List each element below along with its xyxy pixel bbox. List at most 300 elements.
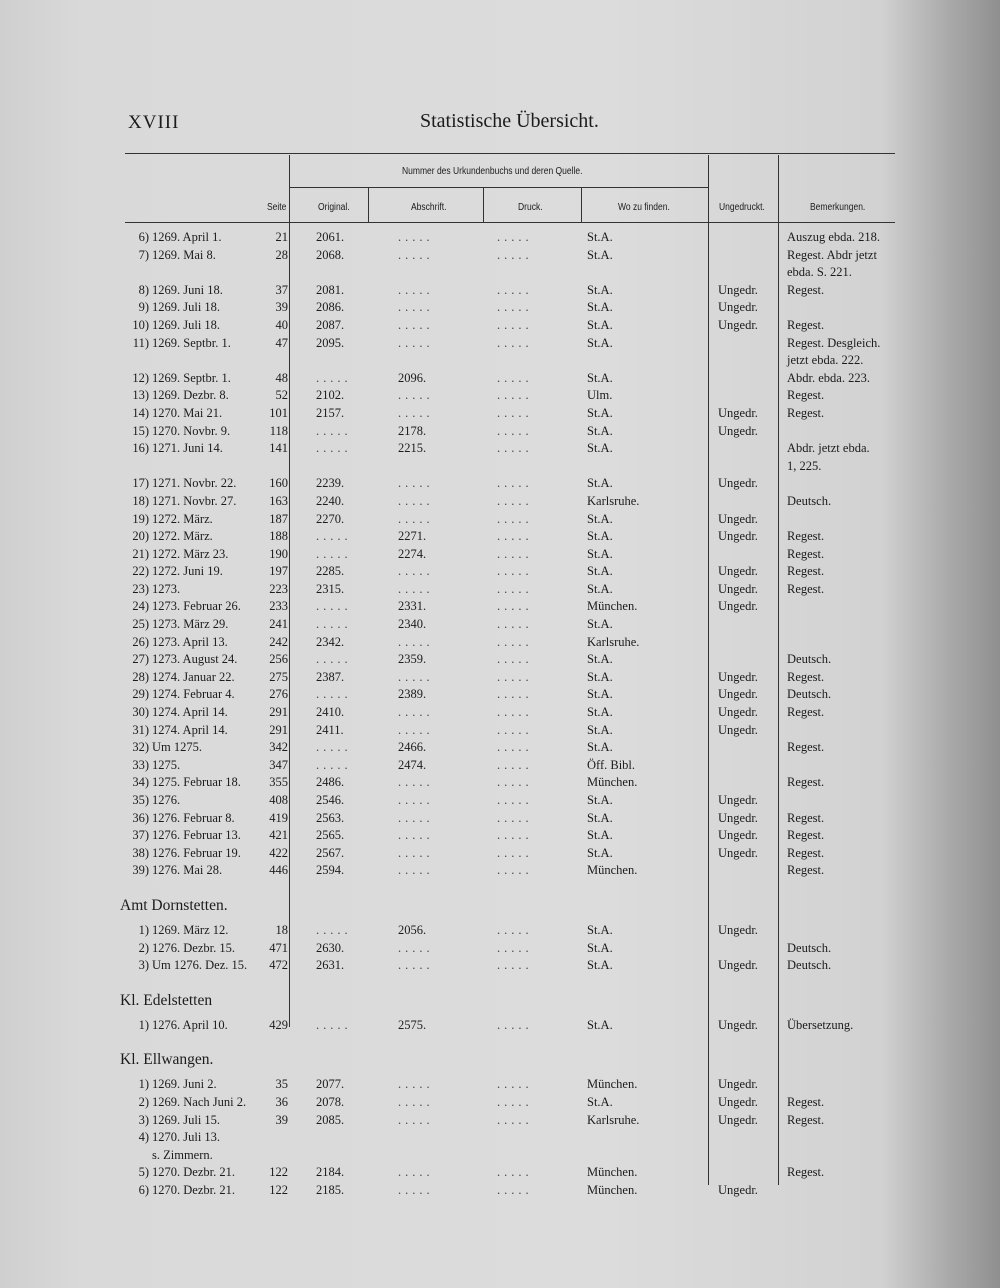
section-title-edelstetten: Kl. Edelstetten (120, 991, 213, 1009)
entry-abschrift: ..... (398, 405, 434, 420)
table-body (0, 228, 1000, 1199)
entry-date: 1269. März 12. (152, 922, 229, 937)
entry-number: 30) (132, 705, 149, 720)
entry-location: St.A. (587, 423, 613, 438)
entry-page: 36 (275, 1094, 288, 1109)
entry-druck: ..... (497, 300, 533, 315)
entry-location: St.A. (587, 581, 613, 596)
entry-druck: ..... (497, 669, 533, 684)
entry-bemerkung: Regest. (787, 1094, 825, 1109)
entry-page: 241 (269, 617, 288, 632)
entry-number: 13) (132, 388, 149, 403)
entry-number: 18) (132, 493, 149, 508)
entry-date: 1270. Dezbr. 21. (152, 1165, 235, 1180)
table-row (0, 939, 1000, 957)
entry-ungedruckt: Ungedr. (718, 564, 758, 579)
entry-location: St.A. (587, 441, 613, 456)
entry-druck: ..... (497, 793, 533, 807)
entry-druck: ..... (497, 1094, 533, 1109)
entry-original: 2157. (316, 405, 345, 420)
section-dornstetten (0, 921, 1000, 974)
table-row (0, 1075, 1000, 1093)
entry-number: 7) (138, 247, 149, 262)
entry-location: München. (587, 863, 638, 878)
entry-abschrift: 2340. (398, 617, 427, 632)
entry-date: 1275. Februar 18. (152, 775, 241, 790)
entry-location: St.A. (587, 669, 613, 684)
entry-abschrift: ..... (398, 940, 434, 955)
entry-date: 1269. Juli 18. (152, 317, 221, 332)
entry-druck: ..... (497, 1165, 533, 1180)
entry-bemerkung: Regest. Desgleich. (787, 335, 881, 350)
table-row (0, 668, 1000, 686)
entry-bemerkung: 1, 225. (787, 458, 822, 473)
table-row (0, 386, 1000, 404)
entry-bemerkung: Regest. (787, 405, 825, 420)
entry-number: 32) (132, 740, 149, 755)
entry-abschrift: ..... (398, 247, 434, 262)
table-row (0, 826, 1000, 844)
entry-abschrift: ..... (398, 282, 434, 297)
entry-ungedruckt: Ungedr. (718, 300, 758, 315)
entry-original: ..... (316, 652, 352, 667)
entry-ungedruckt: Ungedr. (718, 793, 758, 807)
entry-location: Karlsruhe. (587, 1112, 640, 1127)
table-row (0, 334, 1000, 352)
table-row (0, 1146, 1000, 1164)
entry-location: St.A. (587, 1094, 613, 1109)
entry-original: ..... (316, 546, 352, 561)
entry-original: 2185. (316, 1182, 345, 1197)
entry-number: 3) (138, 958, 149, 973)
entry-date: 1274. Februar 4. (152, 687, 235, 702)
entry-page: 242 (269, 634, 288, 649)
entry-ungedruckt: Ungedr. (718, 511, 758, 526)
table-row (0, 633, 1000, 651)
entry-number: 15) (132, 423, 149, 438)
entry-ungedruckt: Ungedr. (718, 705, 758, 720)
entry-location: St.A. (587, 958, 613, 973)
entry-number: 26) (132, 634, 149, 649)
entry-location: St.A. (587, 564, 613, 579)
entry-bemerkung: Regest. (787, 705, 825, 720)
entry-ungedruckt: Ungedr. (718, 828, 758, 843)
entry-date: 1274. April 14. (152, 722, 228, 737)
table-row (0, 1128, 1000, 1146)
entry-bemerkung: Auszug ebda. 218. (787, 230, 881, 244)
entry-abschrift: ..... (398, 493, 434, 508)
entry-original: 2095. (316, 335, 345, 350)
entry-location: St.A. (587, 740, 613, 755)
entry-date: 1271. Juni 14. (152, 441, 223, 456)
table-row (0, 1163, 1000, 1181)
entry-abschrift: ..... (398, 1077, 434, 1092)
entry-ungedruckt: Ungedr. (718, 722, 758, 737)
entry-page: 141 (269, 441, 288, 456)
table-row (0, 510, 1000, 528)
entry-original: 2410. (316, 705, 345, 720)
entry-abschrift: ..... (398, 230, 434, 244)
entry-original: ..... (316, 757, 352, 772)
entry-bemerkung: Regest. (787, 740, 825, 755)
entry-original: 2546. (316, 793, 345, 807)
entry-druck: ..... (497, 317, 533, 332)
entry-original: 2239. (316, 476, 345, 491)
entry-ungedruckt: Ungedr. (718, 282, 758, 297)
entry-number: 34) (132, 775, 149, 790)
entry-original: ..... (316, 529, 352, 544)
entry-original: 2085. (316, 1112, 345, 1127)
entry-abschrift: ..... (398, 669, 434, 684)
entry-ungedruckt: Ungedr. (718, 1112, 758, 1127)
entry-original: 2631. (316, 958, 345, 973)
entry-druck: ..... (497, 652, 533, 667)
entry-page: 422 (269, 845, 288, 860)
entry-original: 2387. (316, 669, 345, 684)
entry-page: 419 (269, 810, 288, 825)
entry-page: 429 (269, 1017, 288, 1032)
entry-druck: ..... (497, 1182, 533, 1197)
section-main (0, 228, 1000, 879)
entry-number: 6) (138, 230, 149, 244)
header-bottom-rule (125, 222, 895, 223)
table-row (0, 1181, 1000, 1199)
entry-original: 2563. (316, 810, 345, 825)
entry-ungedruckt: Ungedr. (718, 529, 758, 544)
entry-druck: ..... (497, 1017, 533, 1032)
entry-location: St.A. (587, 247, 613, 262)
abschrift-rule (483, 188, 484, 222)
entry-page: 187 (269, 511, 288, 526)
entry-date: 1269. April 1. (152, 230, 222, 244)
entry-abschrift: 2359. (398, 652, 427, 667)
entry-druck: ..... (497, 599, 533, 614)
entry-date: 1270. Novbr. 9. (152, 423, 231, 438)
entry-abschrift: ..... (398, 1182, 434, 1197)
entry-number: 2) (138, 1094, 149, 1109)
entry-page: 291 (269, 722, 288, 737)
group-header: Nummer des Urkundenbuchs und deren Quelle. (402, 166, 583, 177)
entry-original: ..... (316, 922, 352, 937)
entry-number: 5) (138, 1165, 149, 1180)
entry-page: 122 (269, 1182, 288, 1197)
entry-abschrift: ..... (398, 511, 434, 526)
entry-location: St.A. (587, 687, 613, 702)
entry-bemerkung: Deutsch. (787, 687, 832, 702)
entry-druck: ..... (497, 493, 533, 508)
abschrift-header: Abschrift. (411, 202, 447, 213)
entry-location: St.A. (587, 529, 613, 544)
entry-date: Um 1276. Dez. 15. (152, 958, 248, 973)
table-row (0, 773, 1000, 791)
table-row (0, 545, 1000, 563)
entry-abschrift: ..... (398, 564, 434, 579)
entry-bemerkung: Regest. (787, 775, 825, 790)
entry-druck: ..... (497, 441, 533, 456)
entry-location: Ulm. (587, 388, 613, 403)
entry-date: 1273. März 29. (152, 617, 229, 632)
entry-date: 1272. März. (152, 511, 213, 526)
entry-location: St.A. (587, 335, 613, 350)
entry-page: 21 (275, 230, 288, 244)
entry-abschrift: ..... (398, 1094, 434, 1109)
entry-number: 35) (132, 793, 149, 807)
page-title: Statistische Übersicht. (420, 110, 599, 132)
entry-bemerkung: Abdr. jetzt ebda. (787, 441, 870, 456)
table-row (0, 1111, 1000, 1129)
entry-page: 471 (269, 940, 288, 955)
table-row (0, 861, 1000, 879)
entry-date: 1269. Nach Juni 2. (152, 1094, 247, 1109)
table-row (0, 844, 1000, 862)
entry-abschrift: ..... (398, 317, 434, 332)
table-row (0, 1016, 1000, 1034)
section-title-ellwangen: Kl. Ellwangen. (120, 1051, 214, 1069)
entry-number: 9) (138, 300, 149, 315)
entry-abschrift: 2096. (398, 370, 427, 385)
entry-number: 3) (138, 1112, 149, 1127)
entry-ungedruckt: Ungedr. (718, 581, 758, 596)
table-top-rule (125, 153, 895, 154)
table-row (0, 492, 1000, 510)
entry-original: 2285. (316, 564, 345, 579)
entry-original: 2567. (316, 845, 345, 860)
entry-bemerkung: Regest. Abdr jetzt (787, 247, 877, 262)
entry-ungedruckt: Ungedr. (718, 845, 758, 860)
entry-location: München. (587, 1077, 638, 1092)
entry-page: 342 (269, 740, 288, 755)
entry-date: 1272. Juni 19. (152, 564, 223, 579)
entry-abschrift: ..... (398, 1165, 434, 1180)
entry-date: Um 1275. (152, 740, 202, 755)
entry-page: 347 (269, 757, 288, 772)
table-row (0, 351, 1000, 369)
entry-druck: ..... (497, 546, 533, 561)
entry-location: Öff. Bibl. (587, 757, 636, 772)
entry-page: 18 (275, 922, 288, 937)
entry-ungedruckt: Ungedr. (718, 1182, 758, 1197)
entry-bemerkung: Regest. (787, 863, 825, 878)
table-row (0, 956, 1000, 974)
entry-original: 2240. (316, 493, 345, 508)
entry-bemerkung: Deutsch. (787, 652, 832, 667)
original-rule (368, 188, 369, 222)
druck-rule (581, 188, 582, 222)
table-row (0, 650, 1000, 668)
entry-date: 1269. Juli 18. (152, 300, 221, 315)
entry-ungedruckt: Ungedr. (718, 423, 758, 438)
table-row (0, 791, 1000, 809)
entry-page: 276 (269, 687, 288, 702)
table-row (0, 756, 1000, 774)
entry-number: 24) (132, 599, 149, 614)
table-row (0, 439, 1000, 457)
original-header: Original. (318, 202, 350, 213)
entry-bemerkung: Regest. (787, 317, 825, 332)
entry-original: 2061. (316, 230, 345, 244)
entry-page: 190 (269, 546, 288, 561)
entry-bemerkung: Regest. (787, 1165, 825, 1180)
entry-date: 1269. Septbr. 1. (152, 370, 231, 385)
entry-abschrift: ..... (398, 958, 434, 973)
table-row (0, 615, 1000, 633)
entry-druck: ..... (497, 1077, 533, 1092)
entry-druck: ..... (497, 863, 533, 878)
entry-location: Karlsruhe. (587, 634, 640, 649)
entry-ungedruckt: Ungedr. (718, 922, 758, 937)
table-row (0, 597, 1000, 615)
table-row (0, 369, 1000, 387)
entry-bemerkung: Regest. (787, 810, 825, 825)
entry-number: 17) (132, 476, 149, 491)
entry-location: St.A. (587, 476, 613, 491)
entry-druck: ..... (497, 230, 533, 244)
entry-druck: ..... (497, 335, 533, 350)
entry-ungedruckt: Ungedr. (718, 669, 758, 684)
table-row (0, 457, 1000, 475)
entry-abschrift: ..... (398, 634, 434, 649)
entry-date: 1276. (152, 793, 181, 807)
table-row (0, 562, 1000, 580)
entry-original: ..... (316, 617, 352, 632)
entry-location: St.A. (587, 317, 613, 332)
entry-location: St.A. (587, 370, 613, 385)
druck-header: Druck. (518, 202, 543, 213)
entry-abschrift: ..... (398, 300, 434, 315)
entry-date: 1274. Januar 22. (152, 669, 235, 684)
entry-abschrift: ..... (398, 476, 434, 491)
entry-bemerkung: Regest. (787, 845, 825, 860)
entry-location: München. (587, 775, 638, 790)
entry-abschrift: ..... (398, 722, 434, 737)
table-row (0, 1093, 1000, 1111)
entry-druck: ..... (497, 775, 533, 790)
entry-location: Karlsruhe. (587, 493, 640, 508)
entry-number: 22) (132, 564, 149, 579)
entry-location: St.A. (587, 282, 613, 297)
entry-druck: ..... (497, 810, 533, 825)
entry-druck: ..... (497, 757, 533, 772)
table-row (0, 404, 1000, 422)
entry-page: 39 (275, 300, 288, 315)
entry-druck: ..... (497, 423, 533, 438)
entry-abschrift: ..... (398, 388, 434, 403)
entry-page: 256 (269, 652, 288, 667)
entry-druck: ..... (497, 529, 533, 544)
bemerkungen-header: Bemerkungen. (810, 202, 866, 213)
entry-number: 11) (132, 335, 149, 350)
entry-page: 47 (275, 335, 288, 350)
entry-original: 2184. (316, 1165, 345, 1180)
table-row (0, 316, 1000, 334)
entry-location: St.A. (587, 828, 613, 843)
entry-druck: ..... (497, 476, 533, 491)
entry-druck: ..... (497, 282, 533, 297)
entry-location: St.A. (587, 722, 613, 737)
entry-ungedruckt: Ungedr. (718, 405, 758, 420)
entry-ungedruckt: Ungedr. (718, 958, 758, 973)
entry-abschrift: 2331. (398, 599, 427, 614)
entry-number: 31) (132, 722, 149, 737)
entry-number: 28) (132, 669, 149, 684)
entry-original: 2102. (316, 388, 345, 403)
entry-original: ..... (316, 687, 352, 702)
entry-bemerkung: Regest. (787, 546, 825, 561)
entry-number: 14) (132, 405, 149, 420)
ungedruckt-header: Ungedruckt. (719, 202, 765, 213)
entry-bemerkung: Regest. (787, 669, 825, 684)
entry-abschrift: ..... (398, 335, 434, 350)
table-row (0, 527, 1000, 545)
entry-location: St.A. (587, 405, 613, 420)
entry-location: München. (587, 1182, 638, 1197)
entry-location: St.A. (587, 705, 613, 720)
entry-abschrift: 2178. (398, 423, 427, 438)
entry-page: 355 (269, 775, 288, 790)
entry-date: 1273. (152, 581, 181, 596)
entry-abschrift: 2215. (398, 441, 427, 456)
entry-number: 1) (138, 1017, 149, 1032)
entry-number: 6) (138, 1182, 149, 1197)
entry-date: 1269. Septbr. 1. (152, 335, 231, 350)
entry-date: 1270. Mai 21. (152, 405, 223, 420)
entry-date: 1276. Februar 19. (152, 845, 241, 860)
entry-date: 1276. Februar 8. (152, 810, 235, 825)
entry-location: München. (587, 1165, 638, 1180)
entry-abschrift: ..... (398, 845, 434, 860)
entry-original: 2068. (316, 247, 345, 262)
entry-page: 39 (275, 1112, 288, 1127)
entry-original: 2087. (316, 317, 345, 332)
table-row (0, 738, 1000, 756)
section-ellwangen (0, 1075, 1000, 1198)
entry-page: 122 (269, 1165, 288, 1180)
entry-location: St.A. (587, 511, 613, 526)
table-row (0, 809, 1000, 827)
entry-number: 37) (132, 828, 149, 843)
entry-number: 12) (132, 370, 149, 385)
entry-date: 1270. Juli 13. (152, 1130, 221, 1145)
entry-page: 35 (275, 1077, 288, 1092)
page-number: XVIII (128, 112, 180, 133)
entry-number: 27) (132, 652, 149, 667)
section-edelstetten (0, 1016, 1000, 1034)
entry-abschrift: 2056. (398, 922, 427, 937)
entry-date: 1269. Juni 2. (152, 1077, 217, 1092)
entry-number: 16) (132, 441, 149, 456)
entry-bemerkung: Regest. (787, 581, 825, 596)
table-row (0, 685, 1000, 703)
entry-bemerkung: Regest. (787, 388, 825, 403)
entry-druck: ..... (497, 581, 533, 596)
table-row (0, 921, 1000, 939)
entry-bemerkung: Deutsch. (787, 958, 832, 973)
entry-original: ..... (316, 441, 352, 456)
entry-date: 1271. Novbr. 22. (152, 476, 237, 491)
entry-original: 2565. (316, 828, 345, 843)
entry-date: 1273. August 24. (152, 652, 238, 667)
entry-page: 40 (275, 317, 288, 332)
entry-number: 1) (138, 922, 149, 937)
entry-druck: ..... (497, 958, 533, 973)
entry-location: St.A. (587, 652, 613, 667)
entry-location: St.A. (587, 1017, 613, 1032)
entry-original: ..... (316, 370, 352, 385)
entry-number: 25) (132, 617, 149, 632)
entry-page: 197 (269, 564, 288, 579)
entry-ungedruckt: Ungedr. (718, 599, 758, 614)
entry-number: 19) (132, 511, 149, 526)
